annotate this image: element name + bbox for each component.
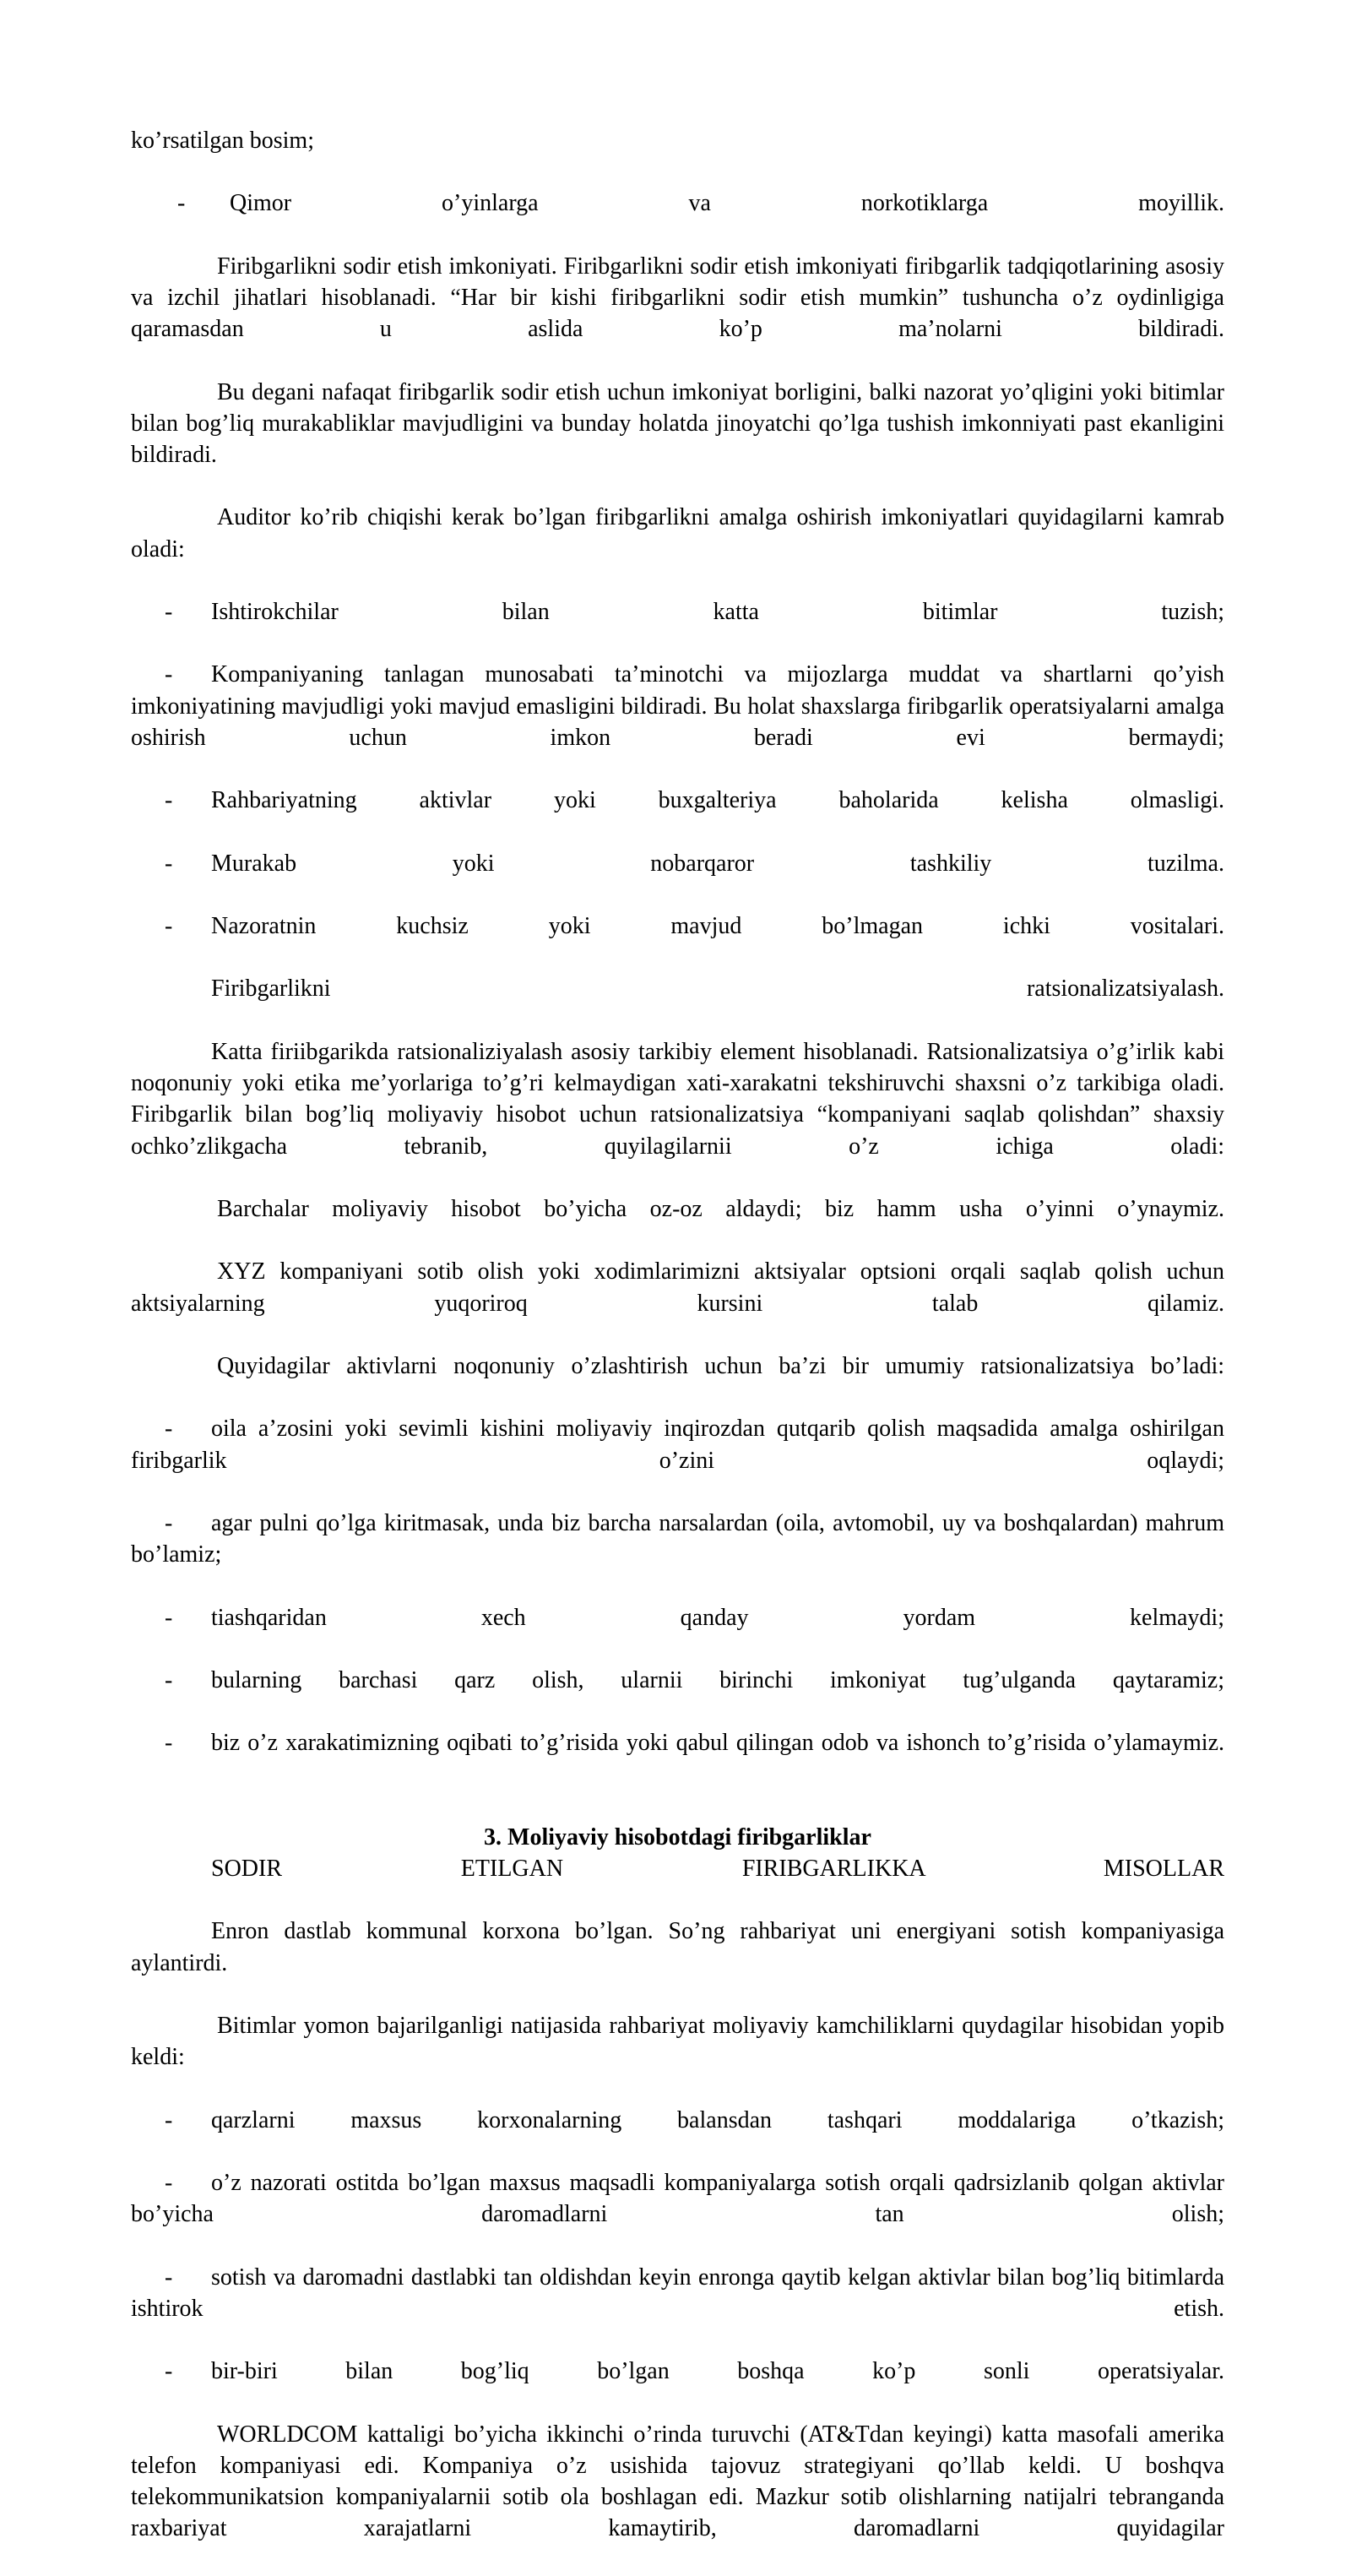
bullet-item (131, 1665, 1224, 1727)
paragraph: Bu degani nafaqat firibgarlik sodir etish uchun imkoniyat borligini, balki nazorat yo’qligini yoki bitimlar bilan bog’liq murakabliklar mavjudligini va bunday holatda jinoyatchi qo’lga tushish imkonniyati past ekanligini bildiradi. (131, 378, 1224, 469)
bullet-text: Kompaniyaning tanlagan munosabati ta’minotchi va mijozlarga muddat va shartlarni qo’yish imkoniyatining mavjudligi yoki mavjud emasligini bildiradi. Bu holat shaxslarga firibgarlik operatsiyalarni amalga oshirish uchun imkon beradi evi bermaydi; (131, 661, 1224, 751)
bullet-text: bularning barchasi qarz olish, ularnii birinchi imkoniyat tug’ulganda qaytaramiz; (211, 1666, 1224, 1693)
bullet-text: agar pulni qo’lga kiritmasak, unda biz barcha narsalardan (oila, avtomobil, uy va boshqalardan) mahrum bo’lamiz; (131, 1509, 1224, 1568)
paragraph: Bitimlar yomon bajarilganligi natijasida rahbariyat moliyaviy kamchiliklarni quydagilar hisobidan yopib keldi: (131, 2012, 1224, 2071)
bullet-item (131, 659, 1224, 785)
dash-marker: - (165, 1604, 173, 1631)
dash-marker: - (177, 190, 186, 217)
dash-marker: - (165, 1730, 173, 1757)
bullet-item (131, 848, 1224, 910)
bullet-text: bir-biri bilan bog’liq bo’lgan boshqa ko’p sonli operatsiyalar. (211, 2358, 1224, 2385)
section-heading: 3. Moliyaviy hisobotdagi firibgarliklar (484, 1823, 871, 1850)
bullet-item (131, 2167, 1224, 2262)
bullet-text: biz o’z xarakatimizning oqibati to’g’risida yoki qabul qilingan odob va ishonch to’g’risida o’ylamaymiz. (211, 1730, 1224, 1757)
dash-marker: - (165, 1666, 173, 1693)
bullet-text: Qimor o’yinlarga va norkotiklarga moyillik. (230, 190, 1224, 217)
dash-marker: - (165, 2106, 173, 2133)
bullet-text: sotish va daromadni dastlabki tan oldishdan keyin enronga qaytib kelgan aktivlar bilan bog’liq bitimlarda ishtirok etish. (131, 2264, 1224, 2322)
document-body-part2 (131, 1853, 1224, 2576)
paragraph: ko’rsatilgan bosim; (131, 128, 314, 154)
paragraph: SODIR ETILGAN FIRIBGARLIKKA MISOLLAR (211, 1855, 1224, 1882)
paragraph: Firibgarlikni sodir etish imkoniyati. Firibgarlikni sodir etish imkoniyati firibgarlik tadqiqotlarining asosiy va izchil jihatlari hisoblanadi. “Har bir kishi firibgarlikni sodir etish mumkin” tushuncha o’z oydinligiga qaramasdan u aslida ko’p ma’nolarni bildiradi. (131, 253, 1224, 343)
bullet-text: tiashqaridan xech qanday yordam kelmaydi; (211, 1604, 1224, 1631)
paragraph: Quyidagilar aktivlarni noqonuniy o’zlashtirish uchun ba’zi bir umumiy ratsionalizatsiya bo’ladi: (217, 1352, 1224, 1379)
dash-marker: - (165, 2358, 173, 2385)
document-body-part1 (131, 125, 1224, 1791)
bullet-text: Ishtirokchilar bilan katta bitimlar tuzish; (211, 599, 1224, 626)
bullet-item (131, 785, 1224, 847)
bullet-text: Rahbariyatning aktivlar yoki buxgalteriya baholarida kelisha olmasligi. (211, 787, 1224, 814)
paragraph: Barchalar moliyaviy hisobot bo’yicha oz-oz aldaydi; biz hamm usha o’yinni o’ynaymiz. (217, 1195, 1224, 1222)
paragraph: Firibgarlikni ratsionalizatsiyalash. (211, 976, 1224, 1003)
paragraph: Katta firiibgarikda ratsionaliziyalash asosiy tarkibiy element hisoblanadi. Ratsionalizatsiya o’g’irlik kabi noqonuniy yoki etika me’yorlariga to’g’ri kelmaydigan xati-xarakatni tekshiruvchi shaxsni o’z tarkibiga oladi. Firibgarlik bilan bog’liq moliyaviy hisobot uchun ratsionalizatsiya “kompaniyani saqlab qolishdan” shaxsiy ochko’zlikgacha tebranib, quyilagilarnii o’z ichiga oladi: (131, 1038, 1224, 1160)
bullet-text: qarzlarni maxsus korxonalarning balansdan tashqari moddalariga o’tkazish; (211, 2106, 1224, 2133)
bullet-item (131, 2356, 1224, 2418)
bullet-item (131, 910, 1224, 973)
dash-marker: - (165, 1416, 173, 1443)
bullet-item (131, 1602, 1224, 1665)
dash-marker: - (165, 787, 173, 814)
dash-marker: - (165, 2170, 173, 2196)
dash-marker: - (165, 850, 173, 877)
bullet-item (131, 1727, 1224, 1790)
bullet-item (131, 596, 1224, 659)
paragraph: XYZ kompaniyani sotib olish yoki xodimlarimizni aktsiyalar optsioni orqali saqlab qolish uchun aktsiyalarning yuqoriroq kursini talab qilamiz. (131, 1258, 1224, 1317)
dash-marker: - (165, 2264, 173, 2291)
dash-marker: - (165, 913, 173, 940)
bullet-item (131, 1413, 1224, 1508)
bullet-item (131, 2105, 1224, 2167)
bullet-text: Nazoratnin kuchsiz yoki mavjud bo’lmagan ichki vositalari. (211, 913, 1224, 940)
bullet-item (131, 2262, 1224, 2356)
bullet-item (131, 1508, 1224, 1602)
paragraph: WORLDCOM kattaligi bo’yicha ikkinchi o’rinda turuvchi (AT&Tdan keyingi) katta masofali amerika telefon kompaniyasi edi. Kompaniya o’z usishida tajovuz strategiyani qo’llab keldi. U boshqva telekommunikatsion kompaniyalarnii sotib ola boshlagan edi. Mazkur sotib olishlarning natijalri tebranganda raxbariyat xarajatlarni kamaytirib, daromadlarni quyidagilar (131, 2421, 1224, 2542)
paragraph: Enron dastlab kommunal korxona bo’lgan. So’ng rahbariyat uni energiyani sotish kompaniyasiga aylantirdi. (131, 1918, 1224, 1976)
bullet-text: Murakab yoki nobarqaror tashkiliy tuzilma. (211, 850, 1224, 877)
dash-marker: - (165, 1509, 173, 1536)
bullet-text: oila a’zosini yoki sevimli kishini moliyaviy inqirozdan qutqarib qolish maqsadida amalga oshirilgan firibgarlik o’zini oqlaydi; (131, 1416, 1224, 1474)
dash-marker: - (165, 599, 173, 626)
bullet-item (131, 187, 1224, 250)
paragraph: Auditor ko’rib chiqishi kerak bo’lgan firibgarlikni amalga oshirish imkoniyatlari quyidagilarni kamrab oladi: (131, 504, 1224, 562)
dash-marker: - (165, 661, 173, 688)
bullet-text: o’z nazorati ostitda bo’lgan maxsus maqsadli kompaniyalarga sotish orqali qadrsizlanib qolgan aktivlar bo’yicha daromadlarni tan olish; (131, 2170, 1224, 2228)
